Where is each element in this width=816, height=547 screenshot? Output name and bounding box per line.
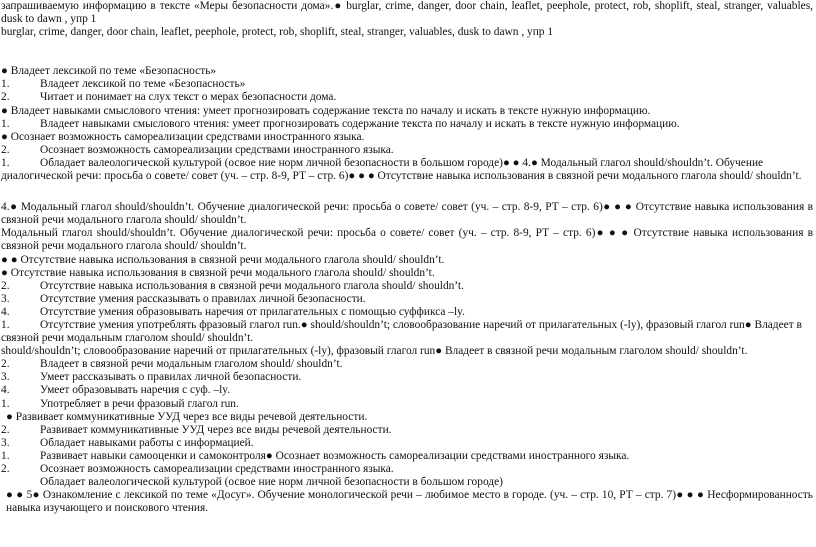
list-item: Обладает валеологической культурой (освое ние норм личной безопасности в большом городе) — [40, 476, 503, 489]
list-item: 1. Обладает валеологической культурой (освое ние норм личной безопасности в большом городе)● ● 4.● Модальный глагол should/shouldn’t. Обучение диалогической речи: просьба о совете/ совет (уч. – стр. 8-9, РТ – стр. 6)● ● ● Отсутствие навыка использования в связной речи модального глагола should/ shouldn’t. — [1, 156, 802, 183]
bullet-item: ● Развивает коммуникативные УУД через все виды речевой деятельности. — [6, 410, 368, 423]
bullet-item: ● Владеет навыками смыслового чтения: умеет прогнозировать содержание текста по началу и искать в тексте нужную информацию. — [1, 104, 651, 117]
list-item: 2. Осознает возможность самореализации средствами иностранного языка. — [1, 143, 394, 156]
paragraph-should: should/shouldn’t; словообразование наречий от прилагательных (-ly), фразовый глагол run● Владеет в связной речи модальным глаголом should/ shouldn’t. — [1, 345, 748, 358]
list-item: 2. Отсутствие навыка использования в связной речи модального глагола should/ shouldn’t. — [1, 279, 464, 292]
list-item: 4. Отсутствие умения образовывать наречия от прилагательных с помощью суффикса –ly. — [1, 305, 465, 318]
bullet-item: ● Владеет лексикой по теме «Безопасность» — [1, 65, 217, 78]
paragraph-lesson-5: ● ● 5● Ознакомление с лексикой по теме «Досуг». Обучение монологической речи – любимое место в городе. (уч. – стр. 10, РТ – стр. 7)● ● ● Несформированность навыка изучающего и поискового чтения. — [6, 489, 813, 515]
list-item: 1. Отсутствие умения употреблять фразовый глагол run.● should/shouldn’t; словообразование наречий от прилагательных (-ly), фразовый глагол run● Владеет в связной речи модальным глаголом should/ shouldn’t. — [1, 318, 802, 345]
list-item: 2. Осознает возможность самореализации средствами иностранного языка. — [1, 463, 394, 475]
list-item: 1. Владеет лексикой по теме «Безопасность» — [1, 78, 246, 91]
list-item: 2. Развивает коммуникативные УУД через все виды речевой деятельности. — [1, 423, 392, 436]
bullet-item: ● Осознает возможность самореализации средствами иностранного языка. — [1, 130, 365, 143]
paragraph-modal-verb: Модальный глагол should/shouldn’t. Обучение диалогической речи: просьба о совете/ совет (уч. – стр. 8-9, РТ – стр. 6)● ● ● Отсутствие навыка использования в связной речи модального глагола should/ shouldn’t. — [1, 227, 813, 253]
list-item: 1. Развивает навыки самооценки и самоконтроля● Осознает возможность самореализации средствами иностранного языка. — [1, 449, 630, 462]
list-item: 3. Умеет рассказывать о правилах личной безопасности. — [1, 371, 302, 384]
paragraph-keywords: запрашиваемую информацию в тексте «Меры безопасности дома».● burglar, crime, danger, door chain, leaflet, peephole, protect, rob, shoplift, steal, stranger, valuables, dusk to dawn , упр 1 — [1, 0, 813, 26]
list-item: 2. Владеет в связной речи модальным глаголом should/ shouldn’t. — [1, 358, 343, 371]
bullet-item: ● Отсутствие навыка использования в связной речи модального глагола should/ shouldn’t. — [1, 266, 435, 279]
list-item: 1. Владеет навыками смыслового чтения: умеет прогнозировать содержание текста по началу и искать в тексте нужную информацию. — [1, 117, 680, 130]
paragraph-lesson-4: 4.● Модальный глагол should/shouldn’t. Обучение диалогической речи: просьба о совете/ совет (уч. – стр. 8-9, РТ – стр. 6)● ● ● Отсутствие навыка использования в связной речи модального глагола should/ shouldn’t. — [1, 201, 813, 227]
keywords-line: burglar, crime, danger, door chain, leaflet, peephole, protect, rob, shoplift, steal, stranger, valuables, dusk to dawn , упр 1 — [1, 26, 554, 39]
list-item: 3. Обладает навыками работы с информацией. — [1, 436, 254, 449]
bullet-item: ● ● Отсутствие навыка использования в связной речи модального глагола should/ shouldn’t. — [1, 253, 445, 266]
list-item: 1. Употребляет в речи фразовый глагол run. — [1, 397, 239, 410]
list-item: 3. Отсутствие умения рассказывать о правилах личной безопасности. — [1, 292, 366, 305]
list-item: 2. Читает и понимает на слух текст о мерах безопасности дома. — [1, 91, 337, 104]
list-item: 4. Умеет образовывать наречия с суф. –ly. — [1, 384, 231, 397]
document-text — [1, 0, 813, 515]
